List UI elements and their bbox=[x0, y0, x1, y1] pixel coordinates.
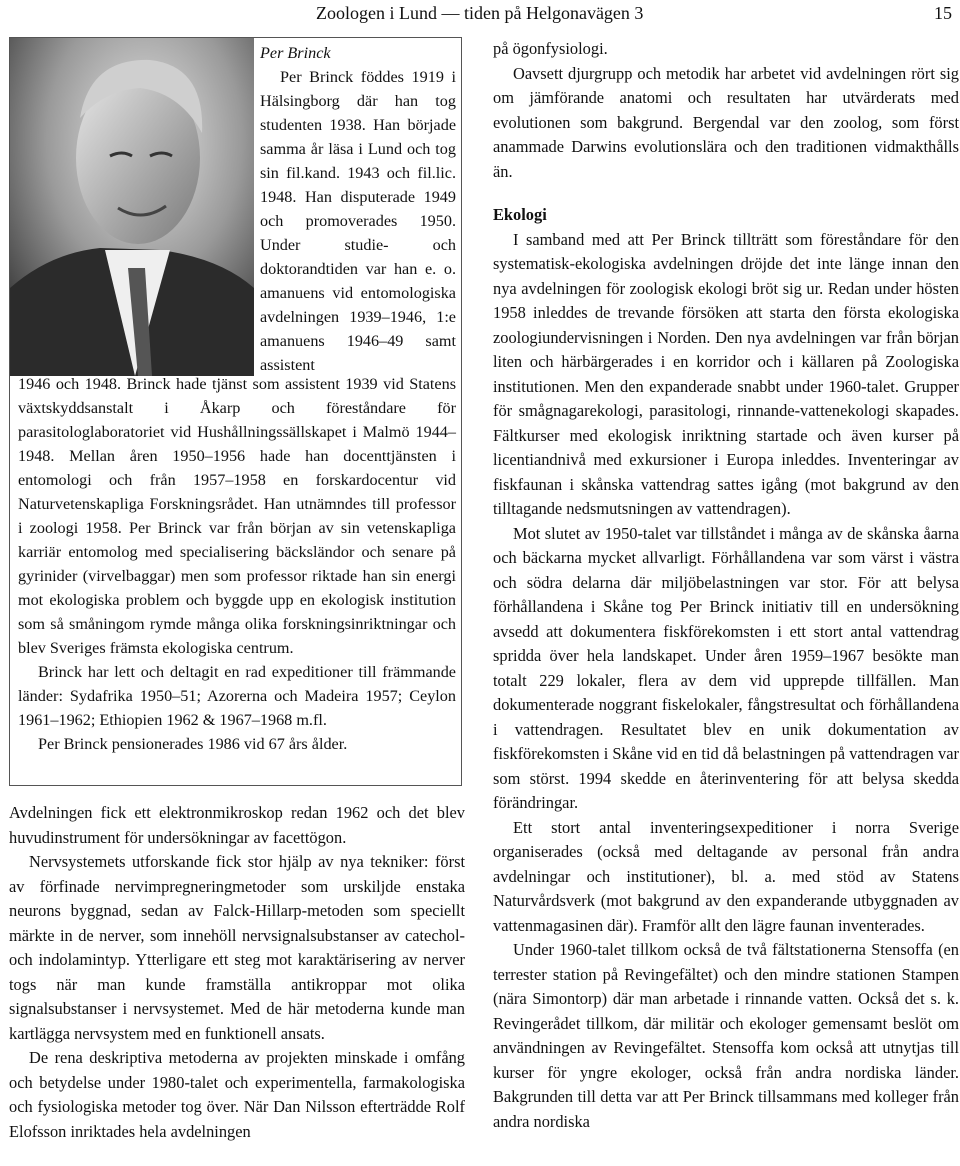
sidebar-heading: Per Brinck bbox=[260, 44, 331, 62]
right-column bbox=[493, 37, 959, 1134]
body-paragraph: på ögonfysiologi. bbox=[493, 39, 608, 58]
sidebar-paragraph: Per Brinck pensionerades 1986 vid 67 års ålder. bbox=[38, 735, 348, 753]
sidebar-paragraph-continued: 1946 och 1948. Brinck hade tjänst som assistent 1939 vid Statens växtskyddsanstalt i Åkarp och föreståndare för parasitologlaboratoriet vid Hushållningssällskapet i Malmö 1944–1948. Mellan åren 1950–1956 hade han docenttjänsten i entomologi och från 1957–1958 en forskardocentur vid Naturvetenskapliga Forskningsrådet. Han utnämndes till professor i zoologi 1958. Per Brinck var från början av sin vetenskapliga karriär entomolog med specialisering bäcksländor och senare på gyrinider (virvelbaggar) men som professor riktade han sin energi mot ekologiska problem och byggde upp en ekologisk institution som så småningom rymde många olika forskningsinriktningar och blev Sveriges främsta ekologiska centrum. bbox=[18, 375, 456, 657]
body-paragraph: I samband med att Per Brinck tillträtt som föreståndare för den systematisk-ekologiska avdelningen dröjde det inte länge innan den nya avdelningen för zoologisk ekologi bröt sig ur. Redan under hösten 1958 inleddes de trevande försöken att starta den första ekologiska zoologiundervisningen i Norden. Den nya avdelningen var från början liten och härbärgerades i en korridor och i källaren på Zoologiska institutionen. Men den expanderade snabbt under 1960-talet. Grupper för smågnagarekologi, parasitologi, rinnande-vattenekologi skapades. Fältkurser med ekologisk inriktning startade och även kurser på licentiandnivå med exkursioner i Europa inleddes. Inventeringar av fiskfaunan i skånska vattendrag sattes igång (mot bakgrund av den tilltagande nedsmutsningen av vattendragen). bbox=[493, 229, 959, 518]
body-paragraph: De rena deskriptiva metoderna av projekten minskade i omfång och betydelse under 1980-talet och experimentella, farmakologiska och fysiologiska metoder tog över. När Dan Nilsson efterträdde Rolf Elofsson inriktades hela avdelningen bbox=[9, 1048, 465, 1141]
sidebar-bottom-text bbox=[18, 372, 456, 756]
running-title: Zoologen i Lund — tiden på Helgonavägen 3 bbox=[316, 3, 644, 23]
body-paragraph: Avdelningen fick ett elektronmikroskop redan 1962 och det blev huvudinstrument för undersökningar av facettögon. bbox=[9, 803, 465, 847]
body-paragraph: Mot slutet av 1950-talet var tillståndet i många av de skånska åarna och bäckarna mycket allvarligt. Förhållandena var som värst i västra och södra delarna där miljöbelastningen var stor. För att belysa förhållandena i Skåne tog Per Brinck initiativ till en undersökning avsedd att dokumentera fiskförekomsten i ett stort antal vattendrag spridda över hela landskapet. Under åren 1959–1967 besökte man totalt 229 lokaler, flera av dem vid upprepde tillfällen. Man dokumenterade noggrant fiskelokaler, fångstresultat och förhållandena i vattendragen. Resultatet blev en unik dokumentation av fiskförekomsten i Skåne vid en tid då belastningen på vattendragen var som störst. 1994 skedde en återinventering för att belysa skedda förändringar. bbox=[493, 523, 959, 812]
page-number: 15 bbox=[934, 3, 952, 23]
body-paragraph: Nervsystemets utforskande fick stor hjälp av nya tekniker: först av förfinade nervimpregneringmetoder som urskiljde enstaka neurons byggnad, sedan av Falck-Hillarp-metoden som speciellt märkte in de nerver, som innehöll nervsignalsubstanser av catechol- och indolamintyp. Ytterligare ett steg mot karaktärisering av nerver togs när man kunde framställa antikroppar mot olika signalsubstanser i nervsystemet. Med de här metoderna kunde man kartlägga nervsystem med en funktionell ansats. bbox=[9, 852, 465, 1043]
portrait-photo bbox=[10, 38, 254, 376]
sidebar-paragraph: Brinck har lett och deltagit en rad expeditioner till främmande länder: Sydafrika 1950–51; Azorerna och Madeira 1957; Ceylon 1961–1962; Ethiopien 1962 & 1967–1968 m.fl. bbox=[18, 663, 456, 729]
sidebar-paragraph: Per Brinck föddes 1919 i Hälsingborg där han tog studenten 1938. Han började samma år läsa i Lund och tog sin fil.kand. 1943 och fil.lic. 1948. Han disputerade 1949 och promoverades 1950. Under studie- och doktorandtiden var han e. o. amanuens vid entomologiska avdelningen 1939–1946, 1:e amanuens 1946–49 samt assistent bbox=[260, 68, 456, 374]
portrait-illustration bbox=[10, 38, 254, 376]
body-paragraph: Oavsett djurgrupp och metodik har arbetet vid avdelningen rört sig om jämförande anatomi och resultaten har utvärderats med evolutionen som bakgrund. Bergendal var den zoolog, som först anammade Darwins evolutionslära och den traditionen vidmakthålls än. bbox=[493, 63, 959, 181]
body-paragraph: Under 1960-talet tillkom också de två fältstationerna Stensoffa (en terrester station på Revingefältet) och den mindre stationen Stampen (nära Simontorp) där man arbetade i rinnande vatten. Också det s. k. Revingerådet tillkom, där militär och ekologer gemensamt beslöt om användningen av Revingefältet. Stensoffa kom också att utnytjas till kurser för yngre ekologer, också från andra nordiska länder. Bakgrunden till detta var att Per Brinck tillsammans med kolleger från andra nordiska bbox=[493, 940, 959, 1131]
section-heading: Ekologi bbox=[493, 205, 547, 224]
sidebar-top-text bbox=[260, 41, 456, 377]
left-column bbox=[9, 801, 465, 1144]
body-paragraph: Ett stort antal inventeringsexpeditioner i norra Sverige organiserades (också med deltagande av personal från andra avdelningar och institutioner), bl. a. med stöd av Statens Naturvårdsverk (mot bakgrund av den expanderande utbyggnaden av vattenmagasinen där). Framför allt den lägre faunan inventerades. bbox=[493, 817, 959, 935]
